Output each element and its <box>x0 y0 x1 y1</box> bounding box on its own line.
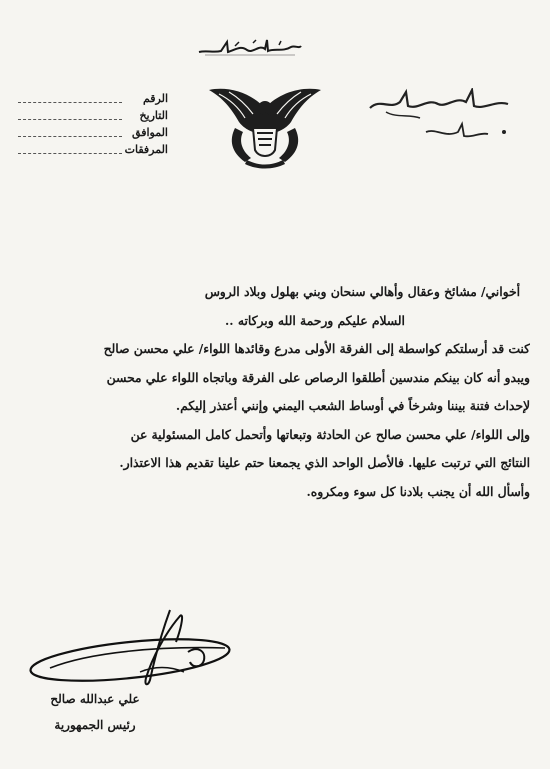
body-line: لإحداث فتنة بيننا وشرخاً في أوساط الشعب اليمني وإنني أعتذر إليكم. <box>175 398 530 413</box>
letter-greeting: السلام عليكم ورحمة الله وبركاته .. <box>225 312 405 328</box>
field-number <box>18 90 168 107</box>
field-date <box>18 107 168 124</box>
body-line: وأسأل الله أن يجنب بلادنا كل سوء ومكروه. <box>306 483 530 499</box>
field-corresponding <box>18 124 168 141</box>
field-line <box>18 145 122 154</box>
field-attachments <box>18 141 168 158</box>
body-line: النتائج التي ترتبت عليها. فالأصل الواحد الذي يجمعنا حتم علينا تقديم هذا الاعتذار. <box>119 455 530 470</box>
letter-addressee: أخواني/ مشائخ وعقال وأهالي سنحان وبني بهلول وبلاد الروس <box>204 284 520 299</box>
body-line: كنت قد أرسلتكم كواسطة إلى الفرقة الأولى مدرع وقائدها اللواء/ علي محسن صالح <box>103 341 530 356</box>
field-line <box>18 94 122 103</box>
field-label: الموافق <box>132 126 168 139</box>
field-label: المرفقات <box>124 143 168 156</box>
yemen-eagle-emblem-icon <box>205 78 325 173</box>
field-line <box>18 111 122 120</box>
body-line: ويبدو أنه كان بينكم مندسين أطلقوا الرصاص على الفرقة وباتجاه اللواء علي محسن <box>106 369 530 385</box>
signer-title: رئيس الجمهورية <box>54 718 136 732</box>
basmala-calligraphy <box>195 36 305 58</box>
field-label: الرقم <box>142 92 168 105</box>
body-line: وإلى اللواء/ علي محسن صالح عن الحادثة وتبعاتها وأتحمل كامل المسئولية عن <box>130 426 530 442</box>
letter-body <box>20 278 530 506</box>
field-label: التاريخ <box>139 109 168 122</box>
signer-block <box>30 686 160 738</box>
field-line <box>18 128 122 137</box>
letterhead-calligraphy <box>366 88 516 150</box>
signer-name: علي عبدالله صالح <box>50 692 140 706</box>
reference-fields <box>18 90 168 158</box>
